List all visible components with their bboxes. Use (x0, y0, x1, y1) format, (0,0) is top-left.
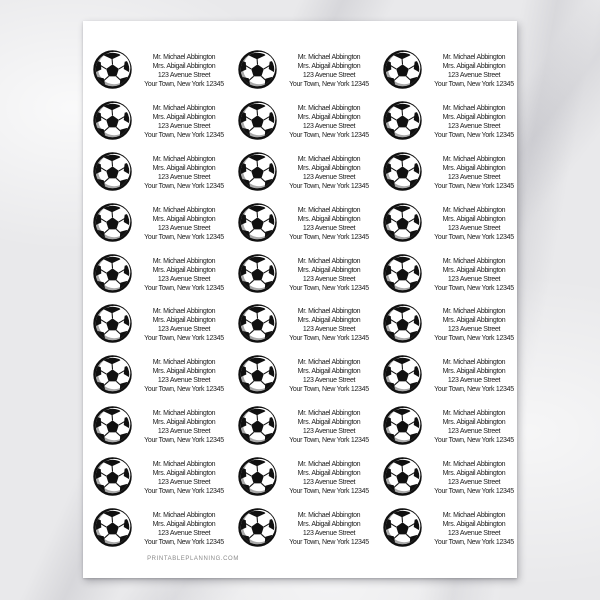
address-line-street: 123 Avenue Street (157, 122, 211, 130)
soccer-ball-icon (383, 101, 422, 140)
soccer-ball-icon (383, 304, 422, 343)
address-label (383, 203, 528, 254)
address-line-name1: Mr. Michael Abbington (297, 206, 361, 214)
soccer-ball-icon (238, 152, 277, 191)
watermark-text: PRINTABLEPLANNING.COM (147, 556, 239, 562)
address-line-street: 123 Avenue Street (447, 326, 501, 334)
address-label (238, 406, 383, 457)
address-line-name1: Mr. Michael Abbington (297, 54, 361, 61)
soccer-ball-icon (93, 304, 132, 343)
address-line-city: Your Town, New York 12345 (289, 182, 369, 190)
address-text (432, 53, 516, 89)
address-label (93, 304, 238, 355)
address-text (287, 257, 371, 293)
soccer-ball-icon (93, 101, 132, 140)
address-line-street: 123 Avenue Street (157, 479, 211, 487)
address-text (287, 155, 371, 191)
address-line-city: Your Town, New York 12345 (434, 386, 514, 394)
soccer-ball-icon (93, 203, 132, 242)
address-text (142, 257, 226, 293)
address-text (432, 155, 516, 191)
address-line-name1: Mr. Michael Abbington (152, 206, 216, 214)
address-line-name2: Mrs. Abigail Abbington (297, 215, 361, 223)
address-line-street: 123 Avenue Street (447, 428, 501, 436)
address-line-name2: Mrs. Abigail Abbington (442, 470, 506, 478)
address-label (93, 254, 238, 305)
address-label (238, 355, 383, 406)
address-line-name2: Mrs. Abigail Abbington (152, 113, 216, 121)
address-line-street: 123 Avenue Street (302, 224, 356, 232)
address-label (238, 203, 383, 254)
address-line-name1: Mr. Michael Abbington (152, 308, 216, 316)
address-line-city: Your Town, New York 12345 (434, 539, 514, 547)
address-line-name1: Mr. Michael Abbington (297, 155, 361, 163)
address-text (287, 104, 371, 140)
label-sheet (83, 21, 517, 578)
address-line-street: 123 Avenue Street (447, 122, 501, 130)
address-line-name2: Mrs. Abigail Abbington (152, 317, 216, 325)
address-line-name2: Mrs. Abigail Abbington (297, 266, 361, 274)
address-line-name2: Mrs. Abigail Abbington (297, 521, 361, 529)
address-line-city: Your Town, New York 12345 (434, 182, 514, 190)
address-line-street: 123 Avenue Street (302, 122, 356, 130)
address-text (142, 206, 226, 242)
address-text (142, 155, 226, 191)
address-line-name1: Mr. Michael Abbington (442, 54, 506, 61)
address-line-name2: Mrs. Abigail Abbington (442, 368, 506, 376)
address-line-street: 123 Avenue Street (157, 224, 211, 232)
soccer-ball-icon (238, 457, 277, 496)
address-label (238, 152, 383, 203)
address-line-name2: Mrs. Abigail Abbington (442, 419, 506, 427)
address-line-street: 123 Avenue Street (447, 479, 501, 487)
labels-grid (93, 50, 528, 559)
address-label (93, 355, 238, 406)
address-line-name2: Mrs. Abigail Abbington (152, 266, 216, 274)
address-line-name1: Mr. Michael Abbington (152, 512, 216, 520)
address-line-name1: Mr. Michael Abbington (152, 104, 216, 112)
address-text (142, 460, 226, 496)
address-line-name2: Mrs. Abigail Abbington (297, 368, 361, 376)
address-line-name2: Mrs. Abigail Abbington (152, 521, 216, 529)
address-line-city: Your Town, New York 12345 (434, 233, 514, 241)
address-line-name1: Mr. Michael Abbington (297, 308, 361, 316)
soccer-ball-icon (93, 50, 132, 89)
soccer-ball-icon (383, 406, 422, 445)
address-line-city: Your Town, New York 12345 (289, 539, 369, 547)
address-line-street: 123 Avenue Street (447, 377, 501, 385)
address-line-name1: Mr. Michael Abbington (297, 257, 361, 265)
soccer-ball-icon (93, 152, 132, 191)
address-line-city: Your Town, New York 12345 (289, 488, 369, 496)
address-line-name1: Mr. Michael Abbington (152, 54, 216, 61)
address-label (238, 50, 383, 101)
address-line-city: Your Town, New York 12345 (434, 131, 514, 139)
address-line-city: Your Town, New York 12345 (144, 182, 224, 190)
address-line-name2: Mrs. Abigail Abbington (297, 317, 361, 325)
address-line-street: 123 Avenue Street (157, 173, 211, 181)
soccer-ball-icon (383, 254, 422, 293)
soccer-ball-icon (238, 50, 277, 89)
soccer-ball-icon (238, 101, 277, 140)
address-text (142, 409, 226, 445)
address-line-name2: Mrs. Abigail Abbington (152, 63, 216, 70)
address-text (287, 307, 371, 343)
address-line-name2: Mrs. Abigail Abbington (297, 164, 361, 172)
address-label (383, 50, 528, 101)
address-line-city: Your Town, New York 12345 (144, 233, 224, 241)
address-line-name1: Mr. Michael Abbington (152, 257, 216, 265)
address-line-street: 123 Avenue Street (157, 275, 211, 283)
address-line-city: Your Town, New York 12345 (289, 386, 369, 394)
address-line-name2: Mrs. Abigail Abbington (442, 266, 506, 274)
address-line-street: 123 Avenue Street (302, 173, 356, 181)
address-label (383, 304, 528, 355)
address-label (238, 101, 383, 152)
address-label (383, 101, 528, 152)
address-line-street: 123 Avenue Street (302, 275, 356, 283)
soccer-ball-icon (93, 406, 132, 445)
address-text (287, 53, 371, 89)
address-line-city: Your Town, New York 12345 (289, 233, 369, 241)
address-text (142, 307, 226, 343)
address-line-street: 123 Avenue Street (157, 72, 211, 79)
address-label (93, 457, 238, 508)
address-text (432, 206, 516, 242)
address-line-name1: Mr. Michael Abbington (152, 410, 216, 418)
address-line-city: Your Town, New York 12345 (144, 539, 224, 547)
address-line-city: Your Town, New York 12345 (434, 284, 514, 292)
address-line-name1: Mr. Michael Abbington (442, 359, 506, 367)
address-line-city: Your Town, New York 12345 (434, 81, 514, 88)
address-line-name1: Mr. Michael Abbington (442, 206, 506, 214)
address-line-name2: Mrs. Abigail Abbington (297, 63, 361, 70)
address-label (383, 254, 528, 305)
address-line-name1: Mr. Michael Abbington (297, 359, 361, 367)
soccer-ball-icon (238, 254, 277, 293)
address-line-street: 123 Avenue Street (447, 72, 501, 79)
address-line-name1: Mr. Michael Abbington (442, 512, 506, 520)
address-line-name1: Mr. Michael Abbington (442, 155, 506, 163)
address-line-city: Your Town, New York 12345 (289, 81, 369, 88)
address-text (432, 511, 516, 547)
address-label (383, 508, 528, 559)
address-line-name2: Mrs. Abigail Abbington (297, 470, 361, 478)
address-line-city: Your Town, New York 12345 (289, 437, 369, 445)
address-line-city: Your Town, New York 12345 (144, 284, 224, 292)
address-line-street: 123 Avenue Street (157, 377, 211, 385)
address-line-street: 123 Avenue Street (447, 173, 501, 181)
address-line-name2: Mrs. Abigail Abbington (442, 164, 506, 172)
soccer-ball-icon (238, 304, 277, 343)
address-line-name1: Mr. Michael Abbington (442, 104, 506, 112)
address-line-name1: Mr. Michael Abbington (297, 104, 361, 112)
address-line-street: 123 Avenue Street (157, 428, 211, 436)
address-label (383, 457, 528, 508)
soccer-ball-icon (93, 457, 132, 496)
address-line-street: 123 Avenue Street (447, 530, 501, 538)
address-label (93, 152, 238, 203)
address-line-street: 123 Avenue Street (302, 530, 356, 538)
address-line-name2: Mrs. Abigail Abbington (442, 215, 506, 223)
address-line-name1: Mr. Michael Abbington (152, 461, 216, 469)
address-text (142, 358, 226, 394)
address-label (383, 406, 528, 457)
address-label (238, 457, 383, 508)
address-label (383, 355, 528, 406)
soccer-ball-icon (238, 508, 277, 547)
address-text (432, 358, 516, 394)
address-line-city: Your Town, New York 12345 (144, 81, 224, 88)
address-label (238, 254, 383, 305)
soccer-ball-icon (383, 203, 422, 242)
address-label (93, 508, 238, 559)
address-line-street: 123 Avenue Street (447, 275, 501, 283)
soccer-ball-icon (383, 152, 422, 191)
address-label (93, 203, 238, 254)
address-line-name1: Mr. Michael Abbington (442, 257, 506, 265)
address-text (287, 206, 371, 242)
address-text (432, 307, 516, 343)
address-line-name1: Mr. Michael Abbington (152, 155, 216, 163)
address-text (287, 409, 371, 445)
address-text (432, 104, 516, 140)
soccer-ball-icon (383, 50, 422, 89)
address-text (432, 257, 516, 293)
address-text (287, 358, 371, 394)
address-label (238, 304, 383, 355)
address-line-street: 123 Avenue Street (302, 72, 356, 79)
address-line-name1: Mr. Michael Abbington (442, 461, 506, 469)
address-line-name1: Mr. Michael Abbington (442, 410, 506, 418)
address-line-name2: Mrs. Abigail Abbington (442, 521, 506, 529)
address-line-street: 123 Avenue Street (302, 326, 356, 334)
address-text (142, 104, 226, 140)
address-line-name2: Mrs. Abigail Abbington (152, 368, 216, 376)
address-text (432, 409, 516, 445)
soccer-ball-icon (383, 508, 422, 547)
address-line-street: 123 Avenue Street (157, 326, 211, 334)
address-label (93, 101, 238, 152)
soccer-ball-icon (383, 457, 422, 496)
address-line-city: Your Town, New York 12345 (144, 131, 224, 139)
soccer-ball-icon (383, 355, 422, 394)
address-text (287, 460, 371, 496)
address-text (432, 460, 516, 496)
address-line-city: Your Town, New York 12345 (434, 335, 514, 343)
address-label (238, 508, 383, 559)
address-line-street: 123 Avenue Street (302, 479, 356, 487)
soccer-ball-icon (238, 203, 277, 242)
address-line-city: Your Town, New York 12345 (434, 437, 514, 445)
address-line-street: 123 Avenue Street (302, 428, 356, 436)
address-line-city: Your Town, New York 12345 (289, 131, 369, 139)
soccer-ball-icon (93, 508, 132, 547)
address-line-name1: Mr. Michael Abbington (297, 461, 361, 469)
address-line-name1: Mr. Michael Abbington (297, 410, 361, 418)
address-line-name1: Mr. Michael Abbington (442, 308, 506, 316)
address-line-name2: Mrs. Abigail Abbington (442, 63, 506, 70)
soccer-ball-icon (93, 355, 132, 394)
address-text (287, 511, 371, 547)
soccer-ball-icon (93, 254, 132, 293)
address-label (383, 152, 528, 203)
soccer-ball-icon (238, 355, 277, 394)
address-line-city: Your Town, New York 12345 (289, 335, 369, 343)
address-line-city: Your Town, New York 12345 (144, 335, 224, 343)
address-text (142, 511, 226, 547)
address-line-city: Your Town, New York 12345 (144, 386, 224, 394)
soccer-ball-icon (238, 406, 277, 445)
address-line-name2: Mrs. Abigail Abbington (297, 113, 361, 121)
address-line-city: Your Town, New York 12345 (144, 488, 224, 496)
address-line-name1: Mr. Michael Abbington (297, 512, 361, 520)
address-line-street: 123 Avenue Street (447, 224, 501, 232)
address-label (93, 406, 238, 457)
address-line-name2: Mrs. Abigail Abbington (152, 215, 216, 223)
address-line-street: 123 Avenue Street (302, 377, 356, 385)
address-line-name2: Mrs. Abigail Abbington (442, 113, 506, 121)
address-line-street: 123 Avenue Street (157, 530, 211, 538)
address-line-city: Your Town, New York 12345 (144, 437, 224, 445)
address-line-city: Your Town, New York 12345 (434, 488, 514, 496)
address-line-name2: Mrs. Abigail Abbington (152, 419, 216, 427)
address-line-name2: Mrs. Abigail Abbington (297, 419, 361, 427)
address-line-name2: Mrs. Abigail Abbington (152, 164, 216, 172)
address-line-name1: Mr. Michael Abbington (152, 359, 216, 367)
address-label (93, 50, 238, 101)
address-text (142, 53, 226, 89)
address-line-name2: Mrs. Abigail Abbington (442, 317, 506, 325)
address-line-city: Your Town, New York 12345 (289, 284, 369, 292)
address-line-name2: Mrs. Abigail Abbington (152, 470, 216, 478)
